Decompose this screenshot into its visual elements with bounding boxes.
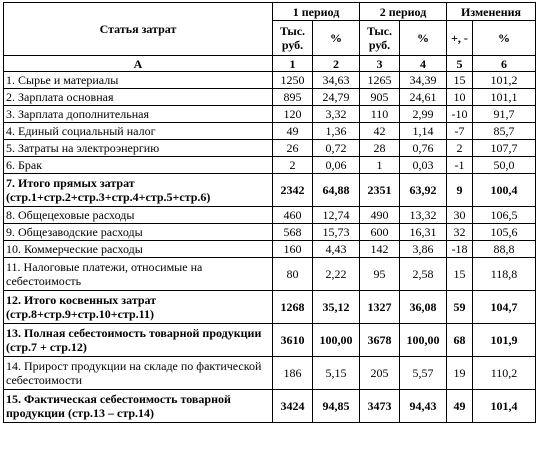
value-diff: -1: [447, 157, 473, 174]
value-p2-pct: 3,86: [400, 241, 447, 258]
value-p2-rub: 28: [360, 140, 400, 157]
value-p2-pct: 5,57: [400, 357, 447, 390]
table-row: [4, 106, 536, 123]
value-p1-pct: 12,74: [313, 207, 360, 224]
row-label: 2. Зарплата основная: [4, 89, 273, 106]
value-diff: 15: [447, 258, 473, 291]
value-p1-pct: 15,73: [313, 224, 360, 241]
table-body: [4, 72, 536, 423]
cost-table: [3, 2, 536, 423]
value-diff: 32: [447, 224, 473, 241]
value-diff: -10: [447, 106, 473, 123]
value-change-pct: 106,5: [473, 207, 536, 224]
table-row: [4, 174, 536, 207]
table-row: [4, 123, 536, 140]
value-p1-rub: 2342: [273, 174, 313, 207]
table-row: [4, 224, 536, 241]
index-1: 1: [273, 56, 313, 72]
index-3: 3: [360, 56, 400, 72]
header-unit1: Тыс. руб.: [273, 21, 313, 56]
value-p1-rub: 80: [273, 258, 313, 291]
value-p2-rub: 142: [360, 241, 400, 258]
value-p1-rub: 895: [273, 89, 313, 106]
header-item: Статья затрат: [4, 3, 273, 56]
value-change-pct: 107,7: [473, 140, 536, 157]
value-p1-rub: 26: [273, 140, 313, 157]
row-label: 11. Налоговые платежи, относимые на себестоимость: [4, 258, 273, 291]
value-p1-rub: 1250: [273, 72, 313, 89]
value-p2-pct: 2,58: [400, 258, 447, 291]
value-p2-pct: 0,76: [400, 140, 447, 157]
value-change-pct: 50,0: [473, 157, 536, 174]
value-p1-pct: 3,32: [313, 106, 360, 123]
value-p1-rub: 3610: [273, 324, 313, 357]
value-p2-rub: 95: [360, 258, 400, 291]
value-p1-pct: 34,63: [313, 72, 360, 89]
value-p1-pct: 24,79: [313, 89, 360, 106]
value-change-pct: 104,7: [473, 291, 536, 324]
value-change-pct: 88,8: [473, 241, 536, 258]
header-period1: 1 период: [273, 3, 360, 21]
value-p1-rub: 160: [273, 241, 313, 258]
value-diff: 2: [447, 140, 473, 157]
value-diff: 30: [447, 207, 473, 224]
value-p2-pct: 24,61: [400, 89, 447, 106]
value-change-pct: 100,4: [473, 174, 536, 207]
value-diff: 59: [447, 291, 473, 324]
value-p1-pct: 100,00: [313, 324, 360, 357]
header-pct2: %: [400, 21, 447, 56]
index-a: А: [4, 56, 273, 72]
value-p2-pct: 1,14: [400, 123, 447, 140]
row-label: 10. Коммерческие расходы: [4, 241, 273, 258]
table-row: [4, 157, 536, 174]
index-4: 4: [400, 56, 447, 72]
row-label: 15. Фактическая себестоимость товарной продукции (стр.13 – стр.14): [4, 390, 273, 423]
row-label: 6. Брак: [4, 157, 273, 174]
table-row: [4, 89, 536, 106]
value-p2-pct: 36,08: [400, 291, 447, 324]
value-p1-pct: 0,06: [313, 157, 360, 174]
value-p1-pct: 0,72: [313, 140, 360, 157]
table-row: [4, 258, 536, 291]
value-p2-pct: 0,03: [400, 157, 447, 174]
value-change-pct: 101,2: [473, 72, 536, 89]
value-p2-rub: 110: [360, 106, 400, 123]
value-change-pct: 101,9: [473, 324, 536, 357]
value-p1-pct: 35,12: [313, 291, 360, 324]
row-label: 5. Затраты на электроэнергию: [4, 140, 273, 157]
value-p1-rub: 120: [273, 106, 313, 123]
value-change-pct: 101,4: [473, 390, 536, 423]
header-pct1: %: [313, 21, 360, 56]
index-5: 5: [447, 56, 473, 72]
table-row: [4, 140, 536, 157]
value-p1-rub: 568: [273, 224, 313, 241]
header-diff: +, -: [447, 21, 473, 56]
value-p2-pct: 34,39: [400, 72, 447, 89]
value-diff: 10: [447, 89, 473, 106]
value-p2-pct: 100,00: [400, 324, 447, 357]
value-p2-rub: 3678: [360, 324, 400, 357]
value-p2-rub: 1265: [360, 72, 400, 89]
header-period2: 2 период: [360, 3, 447, 21]
value-diff: -7: [447, 123, 473, 140]
value-p2-rub: 3473: [360, 390, 400, 423]
row-label: 1. Сырье и материалы: [4, 72, 273, 89]
value-change-pct: 91,7: [473, 106, 536, 123]
value-p2-rub: 905: [360, 89, 400, 106]
index-2: 2: [313, 56, 360, 72]
value-change-pct: 105,6: [473, 224, 536, 241]
value-p1-rub: 1268: [273, 291, 313, 324]
row-label: 12. Итого косвенных затрат (стр.8+стр.9+стр.10+стр.11): [4, 291, 273, 324]
value-p1-pct: 1,36: [313, 123, 360, 140]
value-diff: 19: [447, 357, 473, 390]
value-p1-pct: 5,15: [313, 357, 360, 390]
cost-table-container: [3, 2, 536, 423]
value-p1-rub: 186: [273, 357, 313, 390]
row-label: 7. Итого прямых затрат (стр.1+стр.2+стр.3+стр.4+стр.5+стр.6): [4, 174, 273, 207]
row-label: 8. Общецеховые расходы: [4, 207, 273, 224]
value-p2-rub: 490: [360, 207, 400, 224]
row-label: 4. Единый социальный налог: [4, 123, 273, 140]
header-unit2: Тыс. руб.: [360, 21, 400, 56]
row-label: 14. Прирост продукции на складе по фактической себестоимости: [4, 357, 273, 390]
value-diff: 68: [447, 324, 473, 357]
value-p1-pct: 94,85: [313, 390, 360, 423]
value-diff: 15: [447, 72, 473, 89]
value-p1-rub: 460: [273, 207, 313, 224]
value-p2-rub: 1: [360, 157, 400, 174]
table-row: [4, 324, 536, 357]
value-p2-rub: 1327: [360, 291, 400, 324]
value-change-pct: 118,8: [473, 258, 536, 291]
table-row: [4, 357, 536, 390]
table-row: [4, 207, 536, 224]
value-p2-rub: 42: [360, 123, 400, 140]
value-p1-rub: 3424: [273, 390, 313, 423]
value-p2-rub: 600: [360, 224, 400, 241]
value-p1-rub: 2: [273, 157, 313, 174]
value-change-pct: 101,1: [473, 89, 536, 106]
value-diff: -18: [447, 241, 473, 258]
value-p2-pct: 2,99: [400, 106, 447, 123]
table-row: [4, 72, 536, 89]
value-p2-pct: 16,31: [400, 224, 447, 241]
value-p1-pct: 4,43: [313, 241, 360, 258]
header-changes: Изменения: [447, 3, 536, 21]
table-row: [4, 390, 536, 423]
table-row: [4, 291, 536, 324]
value-p1-pct: 64,88: [313, 174, 360, 207]
value-change-pct: 110,2: [473, 357, 536, 390]
value-change-pct: 85,7: [473, 123, 536, 140]
value-p2-pct: 13,32: [400, 207, 447, 224]
value-p1-rub: 49: [273, 123, 313, 140]
value-p2-rub: 205: [360, 357, 400, 390]
value-p2-pct: 94,43: [400, 390, 447, 423]
value-p2-pct: 63,92: [400, 174, 447, 207]
value-diff: 9: [447, 174, 473, 207]
value-p1-pct: 2,22: [313, 258, 360, 291]
index-6: 6: [473, 56, 536, 72]
row-label: 3. Зарплата дополнительная: [4, 106, 273, 123]
row-label: 13. Полная себестоимость товарной продукции (стр.7 + стр.12): [4, 324, 273, 357]
value-diff: 49: [447, 390, 473, 423]
header-pct3: %: [473, 21, 536, 56]
table-row: [4, 241, 536, 258]
row-label: 9. Общезаводские расходы: [4, 224, 273, 241]
value-p2-rub: 2351: [360, 174, 400, 207]
